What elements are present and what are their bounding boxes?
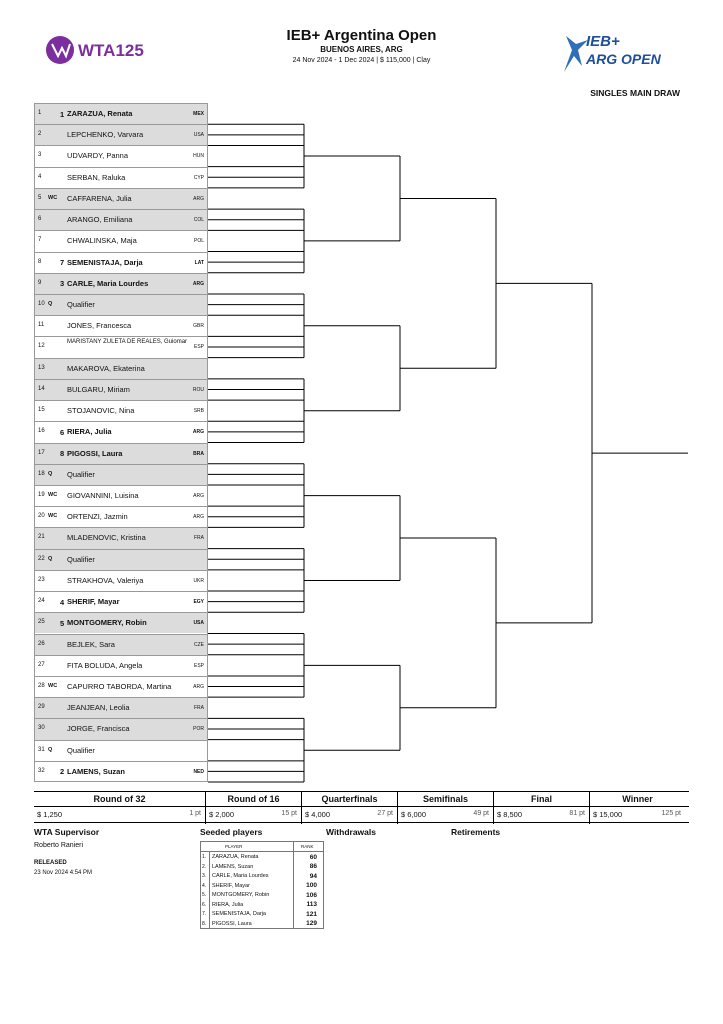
draw-position: 20 (38, 513, 45, 520)
round-name: Final (530, 794, 552, 804)
draw-position: 8 (38, 258, 42, 265)
round-name: Round of 16 (227, 794, 280, 804)
draw-position: 7 (38, 237, 42, 244)
player-country: ESP (193, 662, 204, 669)
player-country: USA (193, 620, 204, 627)
supervisor-label: WTA Supervisor (34, 827, 100, 837)
draw-position: 22 (38, 555, 45, 562)
player-name: CAPURRO TABORDA, Martina (67, 681, 172, 691)
player-country: ARG (193, 514, 204, 521)
player-country: USA (193, 132, 204, 139)
seed-number: 8 (60, 449, 65, 459)
entry-type: WC (48, 513, 58, 520)
player-name: PIGOSSI, Laura (67, 448, 123, 458)
seed-num: 3. (202, 873, 207, 879)
round-points: 125 pt (661, 810, 681, 817)
draw-position: 16 (38, 428, 45, 435)
player-name: MARISTANY ZULETA DE REALES, Guiomar (67, 339, 188, 346)
player-name: GIOVANNINI, Luisina (67, 490, 139, 500)
seed-header-player: PLAYER (225, 844, 243, 849)
round-name: Round of 32 (93, 794, 146, 804)
round-points: 27 pt (377, 810, 393, 817)
seed-row (201, 852, 323, 862)
round-cell (589, 792, 685, 824)
player-country: ARG (192, 280, 204, 287)
draw-position: 29 (38, 704, 45, 711)
round-points: 49 pt (473, 810, 489, 817)
entry-type: WC (48, 194, 58, 201)
draw-position: 24 (38, 598, 45, 605)
released-time: 23 Nov 2024 4:54 PM (34, 870, 93, 876)
player-name: SHERIF, Mayar (67, 597, 120, 607)
round-prize: $ 2,000 (209, 810, 235, 819)
player-country: HUN (193, 153, 204, 160)
round-prize: $ 1,250 (37, 810, 63, 819)
player-name: BULGARU, Miriam (67, 384, 130, 394)
seed-player: CARLE, Maria Lourdes (212, 873, 269, 879)
player-name: MLADENOVIC, Kristina (67, 533, 146, 543)
seed-row (201, 862, 323, 872)
player-country: FRA (194, 705, 204, 712)
entry-type: WC (48, 491, 58, 498)
svg-text:WTA125: WTA125 (78, 41, 144, 60)
draw-position: 5 (38, 194, 42, 201)
draw-position: 12 (38, 343, 45, 350)
player-name: JEANJEAN, Leolia (67, 703, 130, 713)
round-cell (34, 792, 205, 824)
player-country: ROU (192, 386, 204, 393)
seed-number: 5 (60, 618, 65, 628)
player-country: SRB (193, 408, 204, 415)
seed-row (201, 890, 323, 900)
draw-label: SINGLES MAIN DRAW (590, 88, 680, 98)
seed-rank: 94 (309, 872, 317, 880)
player-country: ARG (193, 195, 204, 202)
seed-rank: 121 (306, 910, 317, 918)
draw-position: 9 (38, 279, 42, 286)
round-name: Quarterfinals (321, 794, 378, 804)
entry-type: WC (48, 682, 58, 689)
draw-position: 17 (38, 449, 45, 456)
player-name: ORTENZI, Jazmin (67, 512, 128, 522)
rounds-table (34, 791, 689, 819)
seed-num: 5. (202, 892, 207, 898)
seeded-label: Seeded players (200, 827, 263, 837)
player-name: BEJLEK, Sara (67, 639, 115, 649)
round-prize: $ 15,000 (593, 810, 623, 819)
player-country: GBR (193, 323, 204, 330)
rounds-divider (34, 806, 689, 807)
player-name: RIERA, Julia (67, 427, 112, 437)
player-name: CAFFARENA, Julia (67, 193, 132, 203)
player-name: CARLE, Maria Lourdes (67, 278, 149, 288)
draw-position: 1 (38, 110, 42, 116)
player-name: MAKAROVA, Ekaterina (67, 363, 145, 373)
tournament-title: IEB+ Argentina Open (286, 27, 437, 44)
seed-num: 7. (202, 911, 207, 917)
player-name: JONES, Francesca (67, 321, 132, 331)
draw-position: 28 (38, 682, 45, 689)
player-country: UKR (193, 577, 204, 584)
seed-row (201, 871, 323, 881)
player-name: UDVARDY, Panna (67, 151, 129, 161)
seed-num: 6. (202, 901, 207, 908)
player-country: EGY (193, 599, 204, 606)
seed-row (201, 881, 323, 891)
rounds-bottom (34, 822, 689, 823)
player-country: POR (193, 726, 204, 733)
player-name: STOJANOVIC, Nina (67, 406, 135, 416)
player-country: ARG (193, 683, 204, 690)
player-name: Qualifier (67, 745, 95, 755)
draw-position: 26 (38, 640, 45, 647)
seed-player: MONTGOMERY, Robin (212, 892, 270, 898)
seed-rank: 100 (306, 882, 317, 889)
seed-header (201, 842, 323, 852)
seed-player: SEMENISTAJA, Darja (212, 911, 266, 917)
round-cell (493, 792, 589, 824)
draw-position: 10 (38, 300, 45, 307)
player-name: JORGE, Francisca (67, 724, 130, 734)
retirements-label: Retirements (451, 827, 501, 837)
draw-position: 2 (38, 131, 42, 138)
seed-rank: 60 (309, 853, 317, 861)
seed-num: 4. (202, 882, 207, 889)
seeded-players-table (200, 841, 324, 929)
seed-number: 7 (60, 258, 65, 268)
seed-rank: 129 (306, 920, 317, 927)
player-name: LEPCHENKO, Varvara (67, 130, 144, 140)
round-name: Semifinals (422, 794, 469, 804)
player-name: STRAKHOVA, Valeriya (67, 575, 144, 585)
seed-player: PIGOSSI, Laura (212, 920, 252, 927)
seed-player: ZARAZUA, Renata (212, 854, 259, 860)
seed-row (201, 919, 323, 929)
seed-num: 1. (202, 854, 207, 860)
round-prize: $ 8,500 (497, 810, 523, 819)
round-cell (397, 792, 493, 824)
player-name: FITA BOLUDA, Angela (67, 660, 143, 670)
draw-position: 19 (38, 491, 45, 498)
draw-position: 6 (38, 216, 42, 223)
round-points: 81 pt (569, 810, 585, 817)
draw-position: 4 (38, 173, 42, 180)
seed-row (201, 900, 323, 910)
released-label: RELEASED (34, 860, 67, 866)
seed-number: 1 (60, 109, 65, 119)
seed-rank: 86 (309, 863, 317, 870)
withdrawals-label: Withdrawals (326, 827, 376, 837)
draw-position: 30 (38, 725, 45, 732)
player-country: ARG (193, 492, 204, 499)
player-name: Qualifier (67, 554, 95, 564)
seed-rank: 113 (306, 901, 317, 908)
seed-number: 2 (60, 767, 65, 777)
player-name: ZARAZUA, Renata (67, 109, 133, 118)
player-name: MONTGOMERY, Robin (67, 618, 147, 628)
seed-number: 4 (60, 597, 65, 607)
draw-position: 18 (38, 470, 45, 477)
svg-text:IEB+: IEB+ (586, 33, 620, 50)
round-prize: $ 4,000 (305, 810, 331, 819)
draw-position: 32 (38, 767, 45, 774)
draw-position: 15 (38, 407, 45, 414)
player-country: POL (193, 238, 204, 245)
player-country: BRA (193, 450, 204, 457)
round-points: 15 pt (281, 810, 297, 817)
draw-position: 27 (38, 661, 45, 668)
draw-position: 31 (38, 746, 45, 753)
seed-num: 2. (202, 863, 207, 870)
seed-number: 3 (60, 279, 65, 289)
seed-rank: 106 (306, 891, 317, 899)
supervisor-name: Roberto Ranieri (34, 842, 84, 849)
player-name: SERBAN, Raluka (67, 172, 126, 182)
draw-position: 14 (38, 385, 45, 392)
tournament-location: BUENOS AIRES, ARG (320, 45, 403, 54)
entry-type: Q (48, 470, 53, 477)
draw-position: 13 (38, 364, 45, 371)
seed-player: SHERIF, Mayar (212, 882, 250, 889)
player-country: NED (193, 768, 204, 775)
tournament-details: 24 Nov 2024 - 1 Dec 2024 | $ 115,000 | Clay (292, 57, 431, 64)
round-cell (301, 792, 397, 824)
draw-position: 11 (38, 322, 45, 329)
seed-row (201, 909, 323, 919)
player-country: MEX (193, 111, 204, 117)
seed-num: 8. (202, 920, 207, 927)
player-country: LAT (194, 259, 204, 266)
player-country: FRA (194, 535, 204, 542)
round-points: 1 pt (189, 810, 201, 817)
entry-type: Q (48, 555, 53, 562)
player-country: ESP (193, 344, 204, 351)
player-name: CHWALINSKA, Maja (67, 236, 137, 246)
draw-position: 3 (38, 152, 42, 159)
player-name: Qualifier (67, 469, 95, 479)
player-country: COL (193, 217, 204, 224)
player-country: CZE (194, 641, 204, 648)
round-cell (205, 792, 301, 824)
player-name: SEMENISTAJA, Darja (67, 257, 143, 267)
entry-type: Q (48, 746, 53, 753)
round-prize: $ 6,000 (401, 810, 427, 819)
seed-number: 6 (60, 427, 65, 437)
seed-player: LAMENS, Suzan (212, 863, 254, 870)
draw-position: 21 (38, 534, 45, 541)
player-country: ARG (192, 429, 204, 436)
seed-player: RIERA, Julia (212, 901, 244, 908)
player-name: LAMENS, Suzan (67, 766, 125, 776)
player-country: CYP (193, 174, 204, 181)
round-name: Winner (622, 794, 653, 804)
seed-header-rank: RANK (301, 844, 314, 849)
svg-text:ARG OPEN: ARG OPEN (586, 51, 661, 67)
entry-type: Q (48, 300, 53, 307)
draw-position: 25 (38, 619, 45, 626)
draw-position: 23 (38, 576, 45, 583)
player-name: Qualifier (67, 299, 95, 309)
player-name: ARANGO, Emiliana (67, 215, 133, 225)
